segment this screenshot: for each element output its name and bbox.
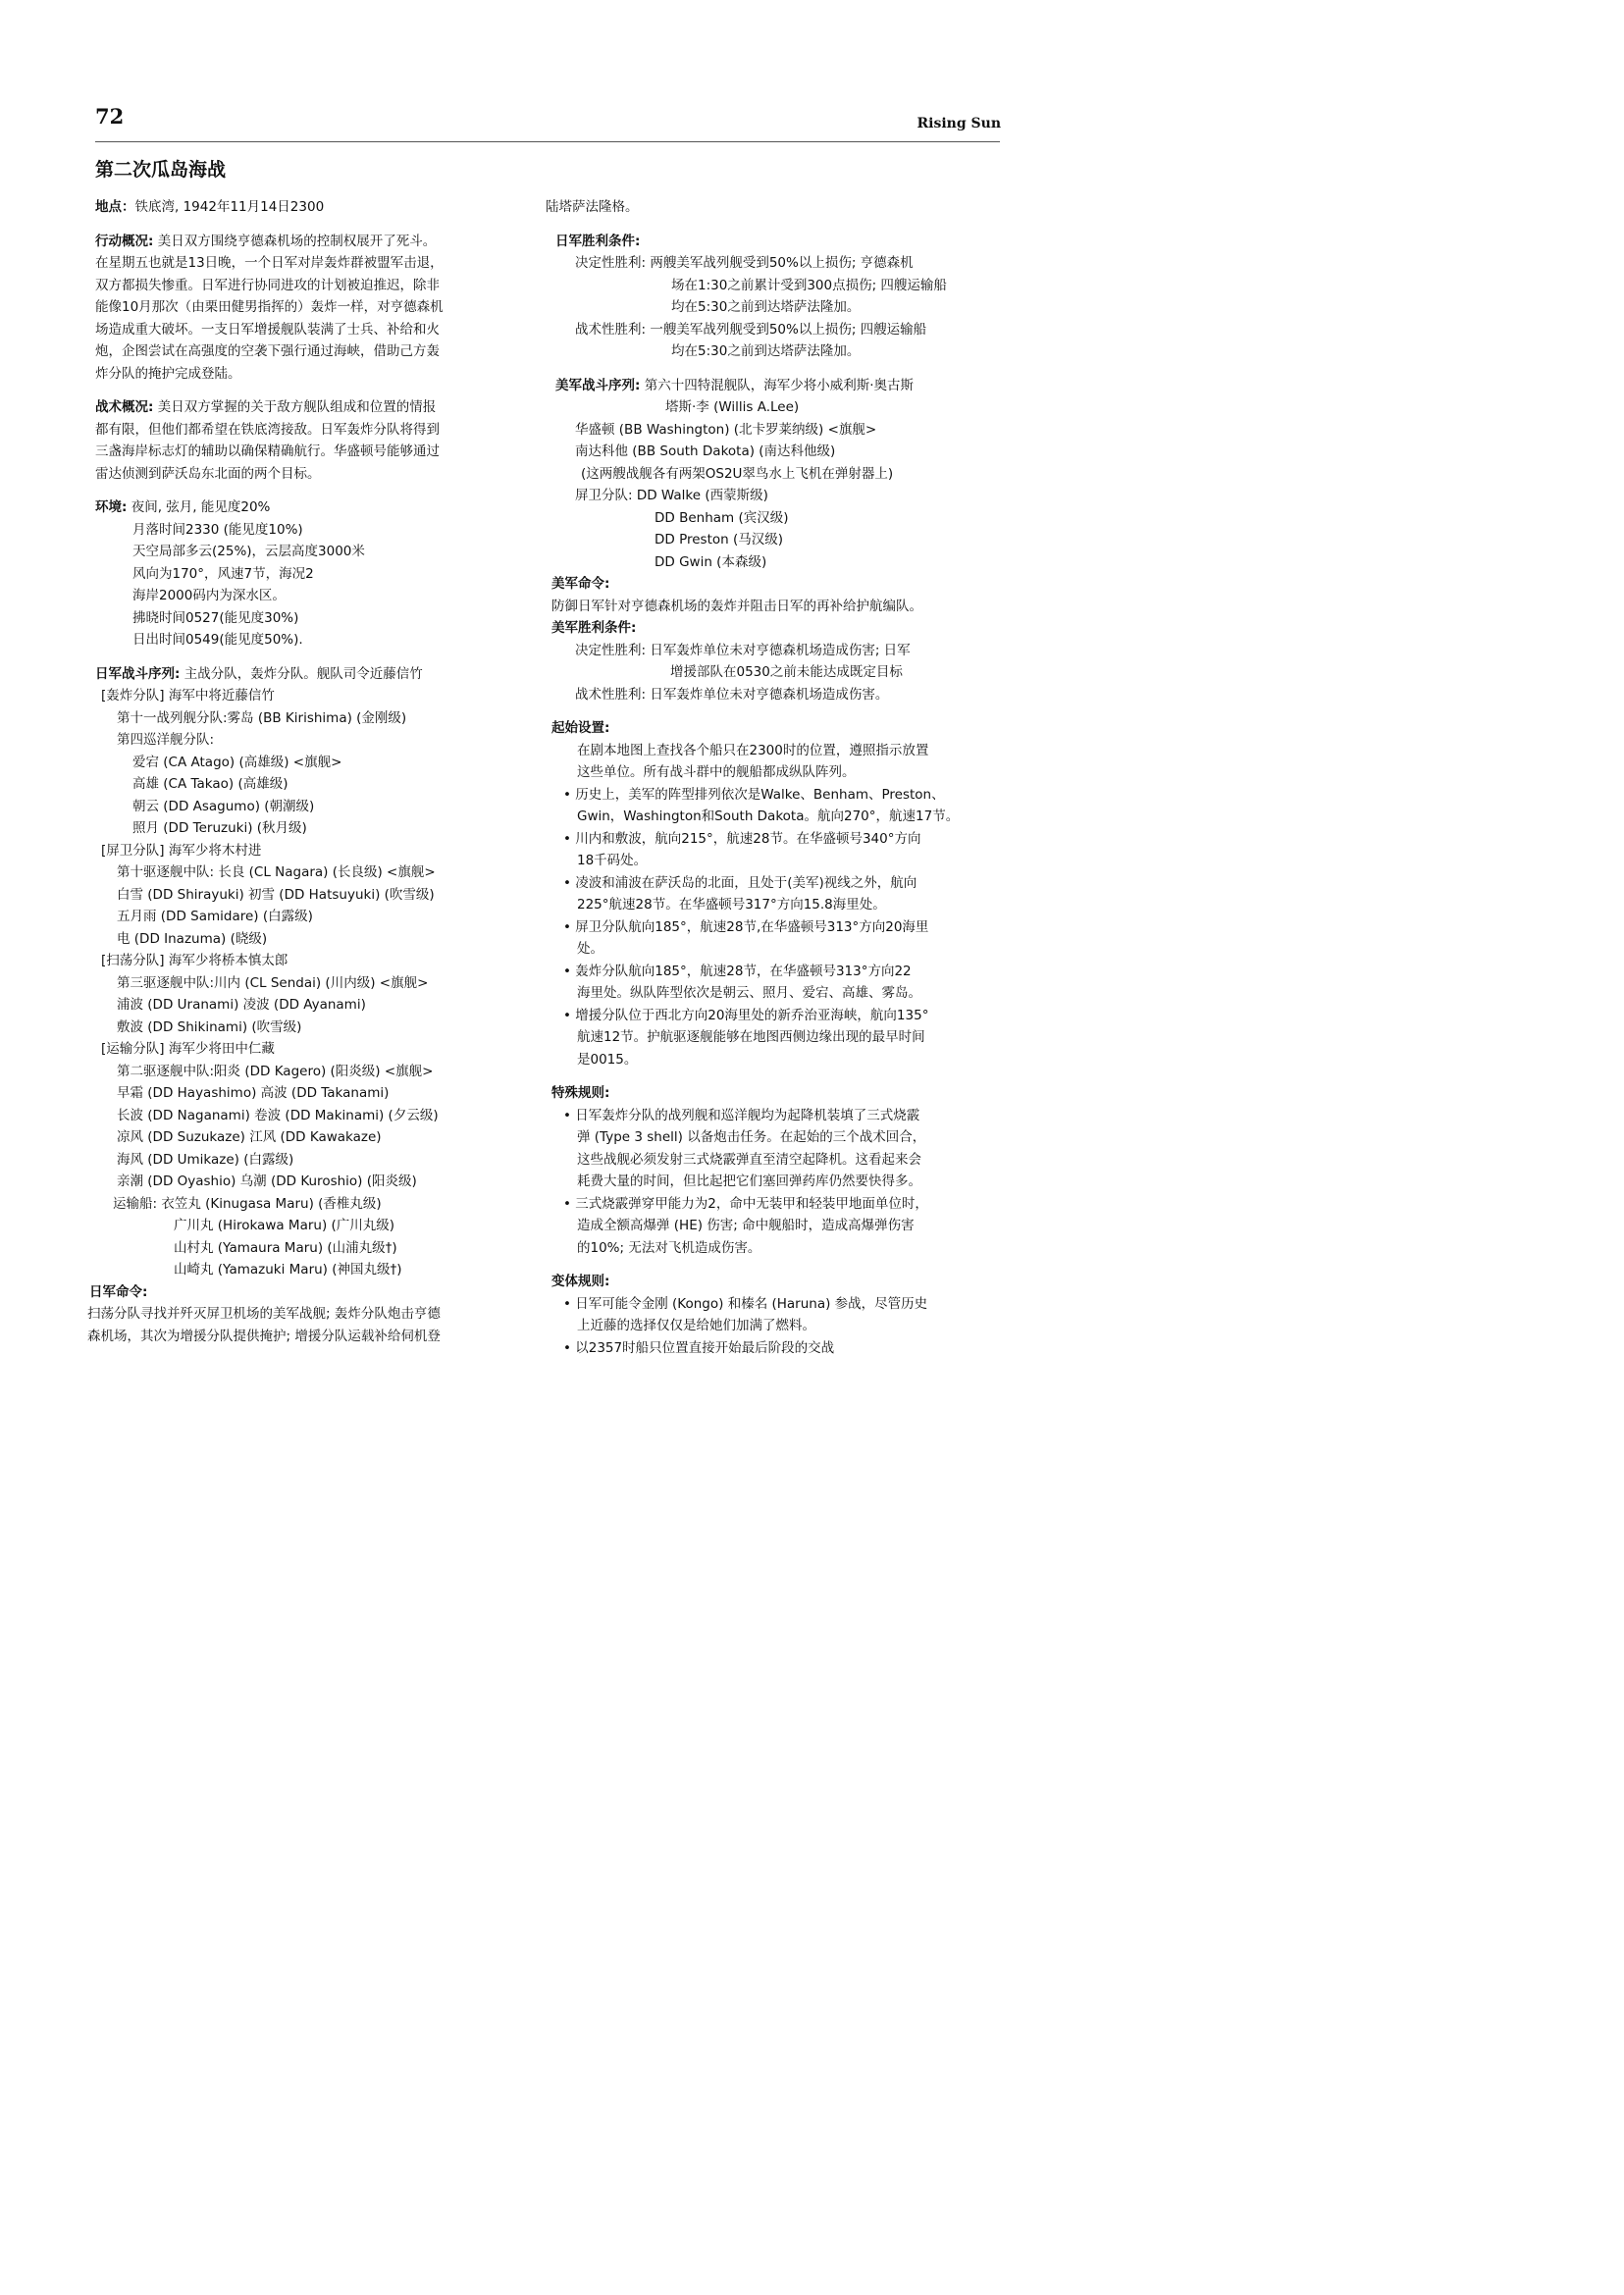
section-label: 变体规则: <box>551 1274 610 1289</box>
text-line: 都有限，但他们都希望在铁底湾接敌。日军轰炸分队将得到 <box>95 421 440 438</box>
text-line: • 以2357时船只位置直接开始最后阶段的交战 <box>563 1339 835 1356</box>
section-label: 地点： <box>95 199 135 215</box>
section-label: 日军命令: <box>89 1283 148 1300</box>
text-line: 日出时间0549(能见度50%). <box>132 632 303 648</box>
text-line: 在剧本地图上查找各个船只在2300时的位置，遵照指示放置 <box>577 742 929 758</box>
text-line: 弹 (Type 3 shell) 以备炮击任务。在起始的三个战术回合， <box>577 1129 926 1145</box>
text-line: 浦波 (DD Uranami) 凌波 (DD Ayanami) <box>117 997 366 1013</box>
text-line <box>95 396 527 419</box>
text-line: 处。 <box>577 941 603 957</box>
text-line: 月落时间2330 (能见度10%) <box>132 521 303 538</box>
text-line <box>89 1281 527 1304</box>
paragraph-gap <box>555 1070 1007 1082</box>
text-line: 战术性胜利: 一艘美军战列舰受到50%以上损伤; 四艘运输船 <box>575 321 927 338</box>
text-line: 双方都损失惨重。日军进行协同进攻的计划被迫推迟，除非 <box>95 277 440 293</box>
page-number: 72 <box>95 104 125 129</box>
text-line: 凉风 (DD Suzukaze) 江风 (DD Kawakaze) <box>117 1129 382 1145</box>
text-line: • 川内和敷波，航向215°，航速28节。在华盛顿号340°方向 <box>563 830 921 847</box>
text-line: • 增援分队位于西北方向20海里处的新乔治亚海峡，航向135° <box>563 1007 929 1023</box>
text-line: 在星期五也就是13日晚，一个日军对岸轰炸群被盟军击退， <box>95 255 444 271</box>
text-line <box>551 1271 1007 1293</box>
text-line: 雷达侦测到萨沃岛东北面的两个目标。 <box>95 465 321 482</box>
text-line: 的10%; 无法对飞机造成伤害。 <box>577 1239 761 1256</box>
text-line: 海风 (DD Umikaze) (白露级) <box>117 1151 294 1168</box>
text-line: [扫荡分队] 海军少将桥本慎太郎 <box>101 953 288 968</box>
text-line: 山村丸 (Yamaura Maru) (山浦丸级†) <box>174 1239 397 1256</box>
text-line <box>551 617 1007 640</box>
page-title: 第二次瓜岛海战 <box>95 159 227 181</box>
section-label: 美军命令: <box>551 576 610 592</box>
text-line: 炮，企图尝试在高强度的空袭下强行通过海峡，借助己方轰 <box>95 343 440 359</box>
running-head: Rising Sun <box>917 116 1001 131</box>
text-line <box>95 231 527 253</box>
text-line: 屏卫分队: DD Walke (西蒙斯级) <box>575 488 768 503</box>
text-line: 塔斯·李 (Willis A.Lee) <box>665 399 800 415</box>
text-line: [轰炸分队] 海军中将近藤信竹 <box>101 688 275 704</box>
text-line <box>95 496 527 519</box>
text-line: 第三驱逐舰中队:川内 (CL Sendai) (川内级) <旗舰> <box>117 974 429 991</box>
text-line: 225°航速28节。在华盛顿号317°方向15.8海里处。 <box>577 897 886 913</box>
text-line: 南达科他 (BB South Dakota) (南达科他级) <box>575 443 836 459</box>
text-line: 均在5:30之前到达塔萨法隆加。 <box>671 299 861 315</box>
text-line: 亲潮 (DD Oyashio) 乌潮 (DD Kuroshio) (阳炎级) <box>117 1174 417 1189</box>
text-line: 敷波 (DD Shikinami) (吹雪级) <box>117 1018 302 1035</box>
text-line: 增援部队在0530之前未能达成既定目标 <box>670 664 903 680</box>
section-text: 第六十四特混舰队，海军少将小威利斯·奥古斯 <box>640 377 914 393</box>
text-line: 第十驱逐舰中队: 长良 (CL Nagara) (长良级) <旗舰> <box>117 864 436 880</box>
paragraph-gap <box>95 652 527 663</box>
text-line: 朝云 (DD Asagumo) (朝潮级) <box>132 798 315 814</box>
paragraph-gap <box>555 219 1007 231</box>
text-line: 造成全额高爆弹 (HE) 伤害; 命中舰船时，造成高爆弹伤害 <box>577 1218 915 1233</box>
paragraph-gap <box>555 363 1007 375</box>
section-text: 铁底湾, 1942年11月14日2300 <box>134 199 325 215</box>
text-line: 上近藤的选择仅仅是给她们加满了燃料。 <box>577 1318 815 1333</box>
text-line: • 日军可能令金刚 (Kongo) 和榛名 (Haruna) 参战，尽管历史 <box>563 1295 928 1312</box>
text-line: 是0015。 <box>577 1051 638 1068</box>
text-line: 场在1:30之前累计受到300点损伤; 四艘运输船 <box>671 277 947 293</box>
left-column <box>87 196 527 1347</box>
section-text: 美日双方掌握的关于敌方舰队组成和位置的情报 <box>153 399 437 415</box>
paragraph-gap <box>95 385 527 396</box>
text-line: 扫荡分队寻找并歼灭屏卫机场的美军战舰; 轰炸分队炮击亨德 <box>87 1306 441 1322</box>
text-line: 白雪 (DD Shirayuki) 初雪 (DD Hatsuyuki) (吹雪级) <box>117 886 435 903</box>
text-line <box>551 717 1007 740</box>
text-line: • 凌波和浦波在萨沃岛的北面，且处于(美军)视线之外，航向 <box>563 874 917 891</box>
text-line: [运输分队] 海军少将田中仁藏 <box>101 1041 275 1057</box>
text-line: 决定性胜利: 两艘美军战列舰受到50%以上损伤; 亨德森机 <box>575 255 914 271</box>
text-line: 第二驱逐舰中队:阳炎 (DD Kagero) (阳炎级) <旗舰> <box>117 1063 434 1079</box>
text-line: 航速12节。护航驱逐舰能够在地图西侧边缘出现的最早时间 <box>577 1029 925 1045</box>
text-line: DD Benham (宾汉级) <box>655 509 789 526</box>
header-rule <box>95 141 1000 142</box>
paragraph-gap <box>95 219 527 231</box>
text-line: 均在5:30之前到达塔萨法隆加。 <box>671 343 861 359</box>
section-label: 日军战斗序列: <box>95 665 181 682</box>
section-text: 主战分队，轰炸分队。舰队司令近藤信竹 <box>180 665 423 682</box>
text-line: 海岸2000码内为深水区。 <box>132 588 286 603</box>
text-line: 五月雨 (DD Samidare) (白露级) <box>117 909 313 924</box>
text-line: 18千码处。 <box>577 853 648 868</box>
text-line: 陆塔萨法隆格。 <box>546 199 639 215</box>
section-text: 夜间, 弦月, 能见度20% <box>127 499 271 515</box>
text-line: DD Gwin (本森级) <box>655 553 767 570</box>
section-label: 日军胜利条件: <box>555 233 641 249</box>
text-line: 第四巡洋舰分队: <box>117 732 215 748</box>
text-line: • 历史上，美军的阵型排列依次是Walke、Benham、Preston、 <box>563 786 945 803</box>
text-line: • 轰炸分队航向185°，航速28节，在华盛顿号313°方向22 <box>563 963 912 979</box>
text-line: 爱宕 (CA Atago) (高雄级) <旗舰> <box>132 754 342 770</box>
text-line: 照月 (DD Teruzuki) (秋月级) <box>132 820 307 836</box>
section-label: 美军战斗序列: <box>555 377 641 393</box>
section-text: 美日双方围绕亨德森机场的控制权展开了死斗。 <box>153 233 437 249</box>
text-line: 华盛顿 (BB Washington) (北卡罗莱纳级) <旗舰> <box>575 421 877 438</box>
text-line: 拂晓时间0527(能见度30%) <box>132 609 299 626</box>
text-line: • 日军轰炸分队的战列舰和巡洋舰均为起降机装填了三式烧霰 <box>563 1107 920 1123</box>
paragraph-gap <box>95 485 527 496</box>
text-line: 防御日军针对亨德森机场的轰炸并阻击日军的再补给护航编队。 <box>551 598 922 614</box>
text-line: • 三式烧霰弹穿甲能力为2，命中无装甲和轻装甲地面单位时， <box>563 1195 928 1212</box>
text-line: [屏卫分队] 海军少将木村进 <box>101 842 262 859</box>
text-line: 这些战舰必须发射三式烧霰弹直至清空起降机。这看起来会 <box>577 1151 921 1168</box>
section-label: 起始设置: <box>551 720 610 736</box>
text-line: 这些单位。所有战斗群中的舰船都成纵队阵列。 <box>577 764 856 780</box>
text-line: 能像10月那次（由栗田健男指挥的）轰炸一样，对亨德森机 <box>95 299 444 315</box>
text-line: 森机场，其次为增援分队提供掩护; 增援分队运载补给伺机登 <box>87 1328 441 1344</box>
section-label: 美军胜利条件: <box>551 620 637 636</box>
text-line: • 屏卫分队航向185°，航速28节,在华盛顿号313°方向20海里 <box>563 918 929 935</box>
section-label: 环境: <box>95 499 128 515</box>
text-line: 决定性胜利: 日军轰炸单位未对亨德森机场造成伤害; 日军 <box>575 642 911 658</box>
text-line <box>555 375 1007 397</box>
section-label: 行动概况: <box>95 233 154 249</box>
text-line: DD Preston (马汉级) <box>655 532 784 548</box>
text-line: 山崎丸 (Yamazuki Maru) (神国丸级†) <box>174 1262 402 1278</box>
text-line: 风向为170°，风速7节，海况2 <box>132 565 314 582</box>
text-line: 电 (DD Inazuma) (晓级) <box>117 930 268 947</box>
text-line: 海里处。纵队阵型依次是朝云、照月、爱宕、高雄、雾岛。 <box>577 985 921 1001</box>
text-line: 高雄 (CA Takao) (高雄级) <box>132 776 288 792</box>
text-line <box>95 663 527 686</box>
text-line: 耗费大量的时间，但比起把它们塞回弹药库仍然要快得多。 <box>577 1174 921 1189</box>
text-line: 早霜 (DD Hayashimo) 高波 (DD Takanami) <box>117 1085 390 1101</box>
text-line: 第十一战列舰分队:雾岛 (BB Kirishima) (金刚级) <box>117 709 407 726</box>
text-line <box>551 1082 1007 1105</box>
text-line: (这两艘战舰各有两架OS2U翠鸟水上飞机在弹射器上) <box>581 465 894 482</box>
text-line: 天空局部多云(25%)，云层高度3000米 <box>132 544 365 559</box>
text-line: 战术性胜利: 日军轰炸单位未对亨德森机场造成伤害。 <box>575 686 889 703</box>
text-line <box>95 196 527 219</box>
right-column <box>546 196 1007 1359</box>
text-line <box>551 573 1007 596</box>
text-line: 广川丸 (Hirokawa Maru) (广川丸级) <box>174 1218 395 1233</box>
section-label: 特殊规则: <box>551 1085 610 1101</box>
text-line: 长波 (DD Naganami) 卷波 (DD Makinami) (夕云级) <box>117 1107 439 1123</box>
text-line: 运输船: 衣笠丸 (Kinugasa Maru) (香椎丸级) <box>113 1195 382 1212</box>
text-line <box>555 231 1007 253</box>
text-line: 炸分队的掩护完成登陆。 <box>95 365 241 382</box>
text-line: 场造成重大破坏。一支日军增援舰队装满了士兵、补给和火 <box>95 321 440 338</box>
paragraph-gap <box>555 1259 1007 1271</box>
section-label: 战术概况: <box>95 399 154 415</box>
text-line: Gwin，Washington和South Dakota。航向270°，航速17节。 <box>577 808 960 824</box>
paragraph-gap <box>555 705 1007 717</box>
text-line: 三盏海岸标志灯的辅助以确保精确航行。华盛顿号能够通过 <box>95 443 440 459</box>
